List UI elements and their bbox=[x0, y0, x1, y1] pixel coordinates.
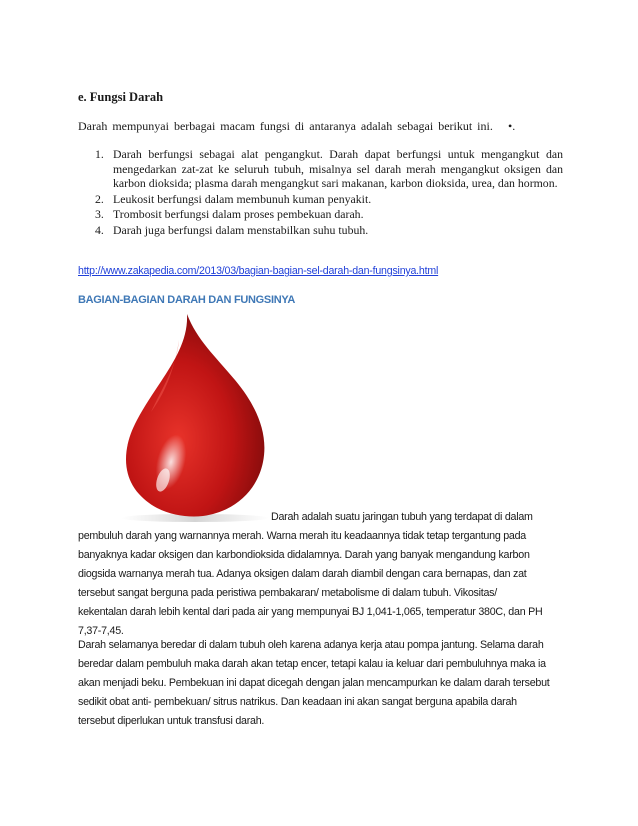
intro-text bbox=[78, 119, 560, 134]
list-item-number: 2. bbox=[95, 191, 104, 206]
paragraph-line: Darah adalah suatu jaringan tubuh yang terdapat di dalam bbox=[271, 511, 533, 523]
list-item-number: 1. bbox=[95, 147, 104, 161]
paragraph-line: tersebut diperlukan untuk transfusi darah. bbox=[78, 715, 265, 727]
intro-bullet: •. bbox=[508, 119, 516, 133]
paragraph-line: akan menjadi beku. Pembekuan ini dapat dicegah dengan jalan mencampurkan ke dalam darah tersebut bbox=[78, 677, 550, 689]
list-item-number: 4. bbox=[95, 222, 104, 237]
source-link[interactable]: http://www.zakapedia.com/2013/03/bagian-bagian-sel-darah-dan-fungsinya.html bbox=[78, 265, 439, 277]
section-subheading: BAGIAN-BAGIAN DARAH DAN FUNGSINYA bbox=[78, 294, 296, 306]
list-item-text: Darah berfungsi sebagai alat pengangkut. Darah dapat berfungsi untuk mengangkut dan mengedarkan zat-zat ke seluruh tubuh, misalnya sel darah merah mengangkut oksigen dan karbon dioksida; plasma darah mengangkut sari makanan, karbon dioksida, urea, dan hormon. bbox=[113, 147, 563, 191]
intro-sentence: Darah mempunyai berbagai macam fungsi di antaranya adalah sebagai berikut ini. bbox=[78, 119, 493, 133]
list-item bbox=[95, 192, 563, 207]
list-item bbox=[95, 207, 563, 222]
paragraph-line: kekentalan darah lebih kental dari pada air yang mempunyai BJ 1,041-1,065, temperatur 380C, dan PH bbox=[78, 606, 543, 618]
paragraph-line: banyaknya kadar oksigen dan karbondioksida didalamnya. Darah yang banyak mengandung karbon bbox=[78, 549, 530, 561]
paragraph-line: sedikit obat anti- pembekuan/ sitrus natrikus. Dan keadaan ini akan sangat berguna apabila darah bbox=[78, 696, 517, 708]
paragraph-line: tersebut sangat berguna pada peristiwa pembakaran/ metabolisme di dalam tubuh. Vikositas/ bbox=[78, 587, 497, 599]
list-item bbox=[95, 147, 563, 191]
list-item-text: Trombosit berfungsi dalam proses pembekuan darah. bbox=[113, 207, 364, 222]
function-list bbox=[95, 147, 563, 239]
section-heading: e. Fungsi Darah bbox=[78, 90, 164, 104]
paragraph-line: Darah selamanya beredar di dalam tubuh oleh karena adanya kerja atau pompa jantung. Selama darah bbox=[78, 639, 544, 651]
list-item-text: Darah juga berfungsi dalam menstabilkan suhu tubuh. bbox=[113, 222, 369, 237]
paragraph-line: beredar dalam pembuluh maka darah akan tetap encer, tetapi kalau ia keluar dari pembuluhnya maka ia bbox=[78, 658, 546, 670]
paragraph-blood-circulation bbox=[78, 636, 562, 731]
paragraph-line: pembuluh darah yang warnannya merah. Warna merah itu keadaannya tidak tetap tergantung pada bbox=[78, 530, 527, 542]
list-item-text: Leukosit berfungsi dalam membunuh kuman penyakit. bbox=[113, 191, 372, 206]
list-item-number: 3. bbox=[95, 207, 104, 222]
blood-drop-image bbox=[117, 312, 273, 524]
paragraph-line: diogsida warnanya merah tua. Adanya oksigen dalam darah diambil dengan cara bernapas, dan zat bbox=[78, 568, 527, 580]
paragraph-line: 7,37-7,45. bbox=[78, 625, 124, 637]
list-item bbox=[95, 223, 563, 238]
paragraph-blood-definition bbox=[78, 508, 562, 641]
